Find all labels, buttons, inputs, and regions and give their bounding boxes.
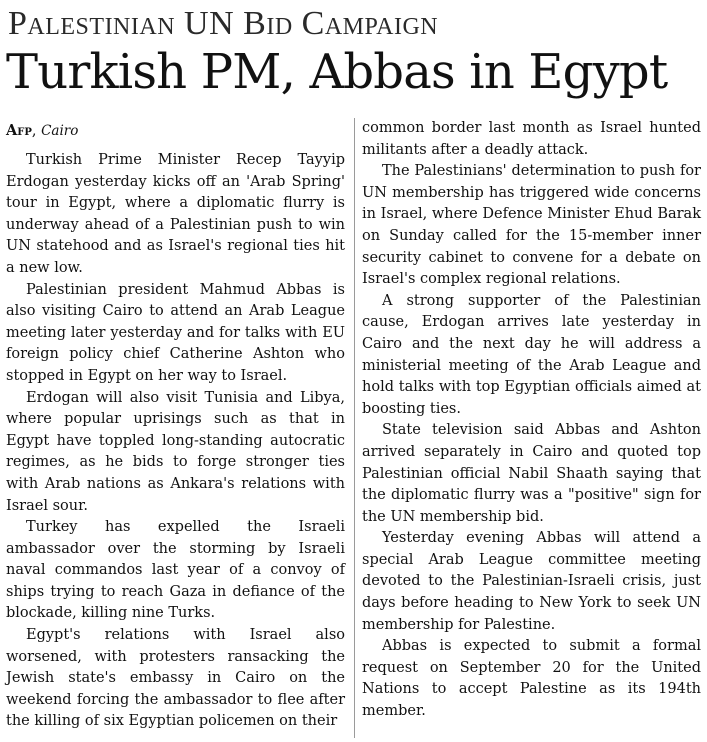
byline-separator: , [31,123,37,139]
article-headline: Turkish PM, Abbas in Egypt [6,44,668,100]
paragraph-continued: common border last month as Israel hunted militants after a deadly attack. [362,120,701,158]
paragraph: Palestinian president Mahmud Abbas is also visiting Cairo to attend an Arab League meeting later yesterday and for talks with EU foreign policy chief Catherine Ashton who stopped in Egypt on her way to Israel. [6,281,345,384]
paragraph: Turkish Prime Minister Recep Tayyip Erdogan yesterday kicks off an 'Arab Spring' tour in Egypt, where a diplomatic flurry is underway ahead of a Palestinian push to win UN statehood and as Israel's regional ties hit a new low. [6,152,345,276]
paragraph: State television said Abbas and Ashton arrived separately in Cairo and quoted top Palestinian official Nabil Shaath saying that the diplomatic flurry was a "positive" sign for the UN membership bid. [362,422,701,525]
paragraph: Yesterday evening Abbas will attend a special Arab League committee meeting devoted to the Palestinian-Israeli crisis, just days before heading to New York to seek UN membership for Palestine. [362,530,701,633]
article-column-right [362,118,701,723]
paragraph: A strong supporter of the Palestinian cause, Erdogan arrives late yesterday in Cairo and the next day he will address a ministerial meeting of the Arab League and hold talks with top Egyptian officials aimed at boosting ties. [362,292,701,417]
byline [6,118,345,150]
byline-place: Cairo [41,123,79,139]
paragraph: Abbas is expected to submit a formal request on September 20 for the United Nations to accept Palestine as its 194th member. [362,638,701,720]
paragraph: Turkey has expelled the Israeli ambassador over the storming by Israeli naval commandos last year of a convoy of ships trying to reach Gaza in defiance of the blockade, killing nine Turks. [6,519,345,622]
paragraph: Egypt's relations with Israel also worsened, with protesters ransacking the Jewish state's embassy in Cairo on the weekend forcing the ambassador to flee after the killing of six Egyptian policemen on their [6,627,345,730]
paragraph: The Palestinians' determination to push for UN membership has triggered wide concerns in Israel, where Defence Minister Ehud Barak on Sunday called for the 15-member inner security cabinet to convene for a debate on Israel's complex regional relations. [362,163,701,288]
article-kicker: Palestinian UN Bid Campaign [8,5,439,42]
article-column-left [6,118,345,733]
paragraph: Erdogan will also visit Tunisia and Libya, where popular uprisings such as that in Egypt have toppled long-standing autocratic regimes, as he bids to forge stronger ties with Arab nations as Ankara's relations with Israel sour. [6,389,345,514]
byline-agency: Afp [6,122,32,139]
column-divider [354,118,355,738]
